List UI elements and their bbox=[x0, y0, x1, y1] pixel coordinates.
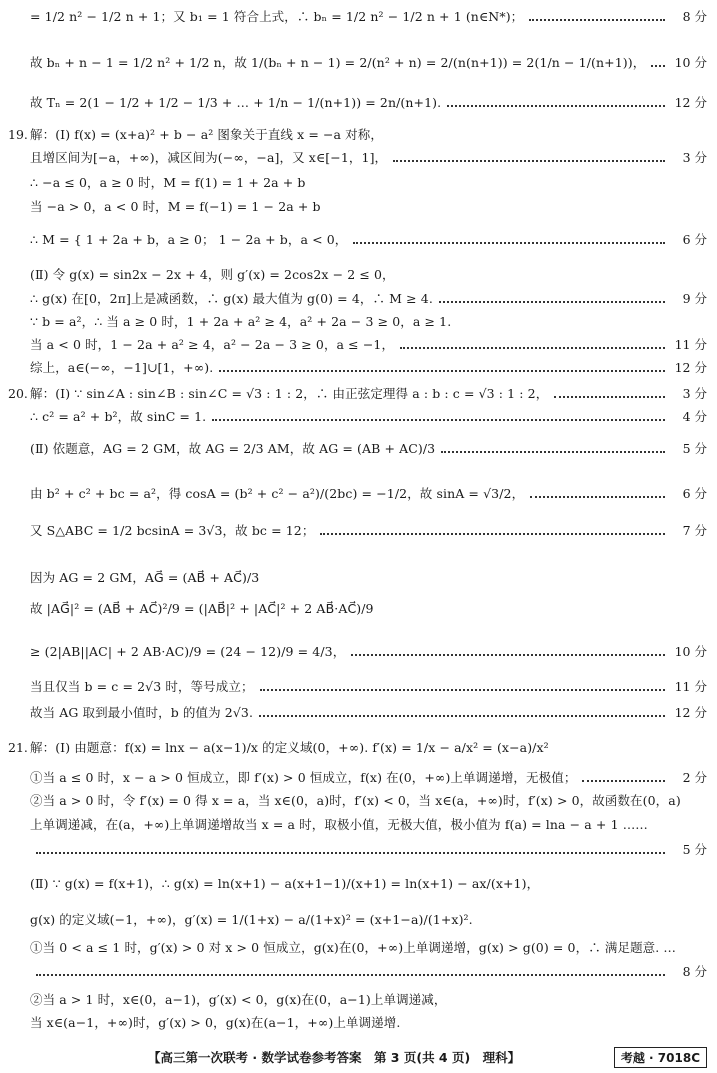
leader-dots bbox=[353, 241, 665, 244]
solution-line bbox=[0, 814, 717, 834]
line-text: (Ⅱ) 依题意，AG = 2 GM，故 AG = 2/3 AM，故 AG = (AB + AC)/3 bbox=[30, 441, 436, 456]
line-text: ≥ (2|AB||AC| + 2 AB·AC)/9 = (24 − 12)/9 = 4/3， bbox=[30, 644, 346, 659]
line-text: ②当 a > 1 时，x∈(0，a−1)，g′(x) < 0，g(x)在(0，a−1)上单调递减， bbox=[30, 992, 447, 1007]
line-text: ∴ M = { 1 + 2a + b，a ≥ 0； 1 − 2a + b，a < 0， bbox=[30, 232, 348, 247]
line-body bbox=[30, 815, 717, 833]
score-label: 3 分 bbox=[682, 150, 707, 165]
solution-line bbox=[0, 483, 717, 503]
line-text: 故 |AG⃗|² = (AB⃗ + AC⃗)²/9 = (|AB⃗|² + |AC⃗|² + 2 AB⃗·AC⃗)/9 bbox=[30, 601, 374, 616]
leader-dots bbox=[219, 369, 665, 372]
leader-dots bbox=[36, 973, 665, 976]
line-text: 当 x∈(a−1，+∞)时，g′(x) > 0，g(x)在(a−1，+∞)上单调递增. bbox=[30, 1015, 401, 1030]
line-text: ∵ b = a²，∴ 当 a ≥ 0 时，1 + 2a + a² ≥ 4，a² + 2a − 3 ≥ 0，a ≥ 1. bbox=[30, 314, 452, 329]
leader-dots bbox=[259, 714, 665, 717]
leader-dots bbox=[400, 346, 665, 349]
line-text: g(x) 的定义域(−1，+∞)，g′(x) = 1/(1+x) − a/(1+x)² = (x+1−a)/(1+x)². bbox=[30, 912, 473, 927]
solution-line bbox=[0, 288, 717, 308]
line-text: 故 Tₙ = 2(1 − 1/2 + 1/2 − 1/3 + … + 1/n − 1/(n+1)) = 2n/(n+1). bbox=[30, 95, 442, 110]
solution-line bbox=[0, 52, 717, 72]
leader-dots bbox=[529, 18, 665, 21]
line-body bbox=[30, 289, 671, 307]
line-text: ∴ c² = a² + b²，故 sinC = 1. bbox=[30, 409, 207, 424]
problem-number: 19. bbox=[8, 126, 28, 142]
line-body bbox=[30, 791, 717, 809]
line-text: 当且仅当 b = c = 2√3 时，等号成立； bbox=[30, 679, 254, 694]
solution-line bbox=[0, 6, 717, 26]
line-text: 且增区间为[−a，+∞)，减区间为(−∞，−a]，又 x∈[−1，1]， bbox=[30, 150, 388, 165]
line-text: 综上，a∈(−∞，−1]∪[1，+∞). bbox=[30, 360, 214, 375]
line-body bbox=[30, 938, 717, 956]
problem-number: 20. bbox=[8, 385, 28, 401]
leader-dots bbox=[530, 495, 665, 498]
solution-line bbox=[0, 124, 717, 144]
line-text: 当 a < 0 时，1 − 2a + a² ≥ 4，a² − 2a − 3 ≥ 0，a ≤ −1， bbox=[30, 337, 395, 352]
line-body bbox=[30, 768, 671, 786]
line-body bbox=[30, 53, 671, 71]
line-body bbox=[30, 970, 671, 973]
line-body bbox=[30, 703, 671, 721]
line-text: ∴ g(x) 在[0，2π]上是减函数，∴ g(x) 最大值为 g(0) = 4，∴ M ≥ 4. bbox=[30, 291, 433, 306]
solution-line bbox=[0, 520, 717, 540]
line-text: (Ⅱ) ∵ g(x) = f(x+1)，∴ g(x) = ln(x+1) − a(x+1−1)/(x+1) = ln(x+1) − ax/(x+1)， bbox=[30, 876, 540, 891]
line-body bbox=[30, 738, 717, 756]
solution-line bbox=[0, 839, 717, 859]
line-body bbox=[30, 312, 717, 330]
page-footer bbox=[0, 1046, 717, 1068]
line-body bbox=[30, 874, 717, 892]
score-label: 7 分 bbox=[682, 523, 707, 538]
solution-line bbox=[0, 909, 717, 929]
line-text: ①当 a ≤ 0 时，x − a > 0 恒成立，即 f′(x) > 0 恒成立，f(x) 在(0，+∞)上单调递增，无极值； bbox=[30, 770, 577, 785]
solution-line bbox=[0, 311, 717, 331]
solution-line bbox=[0, 961, 717, 981]
problem-number: 21. bbox=[8, 739, 28, 755]
leader-dots bbox=[36, 851, 665, 854]
line-text: 因为 AG = 2 GM，AG⃗ = (AB⃗ + AC⃗)/3 bbox=[30, 570, 260, 585]
score-label: 12 分 bbox=[674, 95, 707, 110]
line-body bbox=[30, 642, 671, 660]
line-text: 解：(Ⅰ) 由题意：f(x) = lnx − a(x−1)/x 的定义域(0，+∞). f′(x) = 1/x − a/x² = (x−a)/x² bbox=[30, 740, 549, 755]
score-label: 5 分 bbox=[682, 842, 707, 857]
line-body bbox=[30, 93, 671, 111]
line-body bbox=[30, 230, 671, 248]
line-text: ①当 0 < a ≤ 1 时，g′(x) > 0 对 x > 0 恒成立，g(x)在(0，+∞)上单调递增，g(x) > g(0) = 0，∴ 满足题意. … bbox=[30, 940, 677, 955]
leader-dots bbox=[260, 688, 665, 691]
line-body bbox=[30, 335, 671, 353]
line-body bbox=[30, 125, 717, 143]
line-body bbox=[30, 265, 717, 283]
leader-dots bbox=[320, 532, 665, 535]
solution-line bbox=[0, 229, 717, 249]
score-label: 6 分 bbox=[682, 486, 707, 501]
line-text: 故 bₙ + n − 1 = 1/2 n² + 1/2 n，故 1/(bₙ + n − 1) = 2/(n² + n) = 2/(n(n+1)) = 2(1/n − 1/(n+1))， bbox=[30, 55, 646, 70]
score-label: 10 分 bbox=[674, 55, 707, 70]
line-text: ②当 a > 0 时，令 f′(x) = 0 得 x = a，当 x∈(0，a)时，f′(x) < 0，当 x∈(a，+∞)时，f′(x) > 0，故函数在(0，a) bbox=[30, 793, 681, 808]
line-text: (Ⅱ) 令 g(x) = sin2x − 2x + 4，则 g′(x) = 2cos2x − 2 ≤ 0， bbox=[30, 267, 395, 282]
line-body bbox=[30, 384, 671, 402]
score-label: 8 分 bbox=[682, 9, 707, 24]
line-text: 又 S△ABC = 1/2 bcsinA = 3√3，故 bc = 12； bbox=[30, 523, 315, 538]
solution-line bbox=[0, 702, 717, 722]
solution-line bbox=[0, 989, 717, 1009]
leader-dots bbox=[393, 159, 665, 162]
solution-line bbox=[0, 406, 717, 426]
line-body bbox=[30, 910, 717, 928]
line-body bbox=[30, 484, 671, 502]
line-text: 由 b² + c² + bc = a²，得 cosA = (b² + c² − a²)/(2bc) = −1/2，故 sinA = √3/2， bbox=[30, 486, 525, 501]
score-label: 11 分 bbox=[674, 337, 707, 352]
footer-code-box: 考越 · 7018C bbox=[614, 1047, 707, 1068]
score-label: 3 分 bbox=[682, 386, 707, 401]
score-label: 9 分 bbox=[682, 291, 707, 306]
score-label: 12 分 bbox=[674, 705, 707, 720]
score-label: 6 分 bbox=[682, 232, 707, 247]
line-text: ∴ −a ≤ 0，a ≥ 0 时，M = f(1) = 1 + 2a + b bbox=[30, 175, 306, 190]
leader-dots bbox=[582, 779, 665, 782]
solution-line bbox=[0, 196, 717, 216]
solution-line bbox=[0, 937, 717, 957]
solution-line bbox=[0, 147, 717, 167]
leader-dots bbox=[651, 64, 665, 67]
leader-dots bbox=[212, 418, 665, 421]
line-body bbox=[30, 7, 671, 25]
solution-line bbox=[0, 767, 717, 787]
leader-dots bbox=[439, 300, 665, 303]
line-body bbox=[30, 197, 717, 215]
line-body bbox=[30, 407, 671, 425]
solution-line bbox=[0, 264, 717, 284]
line-text: = 1/2 n² − 1/2 n + 1；又 b₁ = 1 符合上式，∴ bₙ = 1/2 n² − 1/2 n + 1 (n∈N*)； bbox=[30, 9, 524, 24]
line-text: 当 −a > 0，a < 0 时，M = f(−1) = 1 − 2a + b bbox=[30, 199, 321, 214]
solution-line bbox=[0, 172, 717, 192]
solution-line bbox=[0, 873, 717, 893]
line-body bbox=[30, 568, 717, 586]
solution-line bbox=[0, 790, 717, 810]
solution-line bbox=[0, 737, 717, 757]
line-text: 故当 AG 取到最小值时，b 的值为 2√3. bbox=[30, 705, 254, 720]
line-body bbox=[30, 148, 671, 166]
line-text: 解：(Ⅰ) f(x) = (x+a)² + b − a² 图象关于直线 x = −a 对称， bbox=[30, 127, 383, 142]
leader-dots bbox=[447, 104, 665, 107]
score-label: 12 分 bbox=[674, 360, 707, 375]
line-body bbox=[30, 677, 671, 695]
score-label: 2 分 bbox=[682, 770, 707, 785]
score-label: 10 分 bbox=[674, 644, 707, 659]
solution-line bbox=[0, 1012, 717, 1032]
solution-line bbox=[0, 334, 717, 354]
solution-line bbox=[0, 92, 717, 112]
solution-line bbox=[0, 438, 717, 458]
line-body bbox=[30, 173, 717, 191]
footer-title: 【高三第一次联考 · 数学试卷参考答案 第 3 页(共 4 页) 理科】 bbox=[148, 1050, 521, 1065]
line-body bbox=[30, 358, 671, 376]
line-body bbox=[30, 1013, 717, 1031]
leader-dots bbox=[351, 653, 665, 656]
line-body bbox=[30, 599, 717, 617]
solution-line bbox=[0, 598, 717, 618]
solution-line bbox=[0, 383, 717, 403]
score-label: 8 分 bbox=[682, 964, 707, 979]
solution-line bbox=[0, 567, 717, 587]
line-body bbox=[30, 439, 671, 457]
score-label: 11 分 bbox=[674, 679, 707, 694]
score-label: 5 分 bbox=[682, 441, 707, 456]
line-text: 解：(Ⅰ) ∵ sin∠A : sin∠B : sin∠C = √3 : 1 : 2，∴ 由正弦定理得 a : b : c = √3 : 1 : 2， bbox=[30, 386, 549, 401]
line-body bbox=[30, 521, 671, 539]
line-body bbox=[30, 990, 717, 1008]
solution-line bbox=[0, 676, 717, 696]
solution-line bbox=[0, 641, 717, 661]
leader-dots bbox=[441, 450, 665, 453]
solution-line bbox=[0, 357, 717, 377]
line-text: 上单调递减，在(a，+∞)上单调递增故当 x = a 时，取极小值，无极大值，极小值为 f(a) = lna − a + 1 …… bbox=[30, 817, 648, 832]
leader-dots bbox=[554, 395, 665, 398]
score-label: 4 分 bbox=[682, 409, 707, 424]
line-body bbox=[30, 848, 671, 851]
